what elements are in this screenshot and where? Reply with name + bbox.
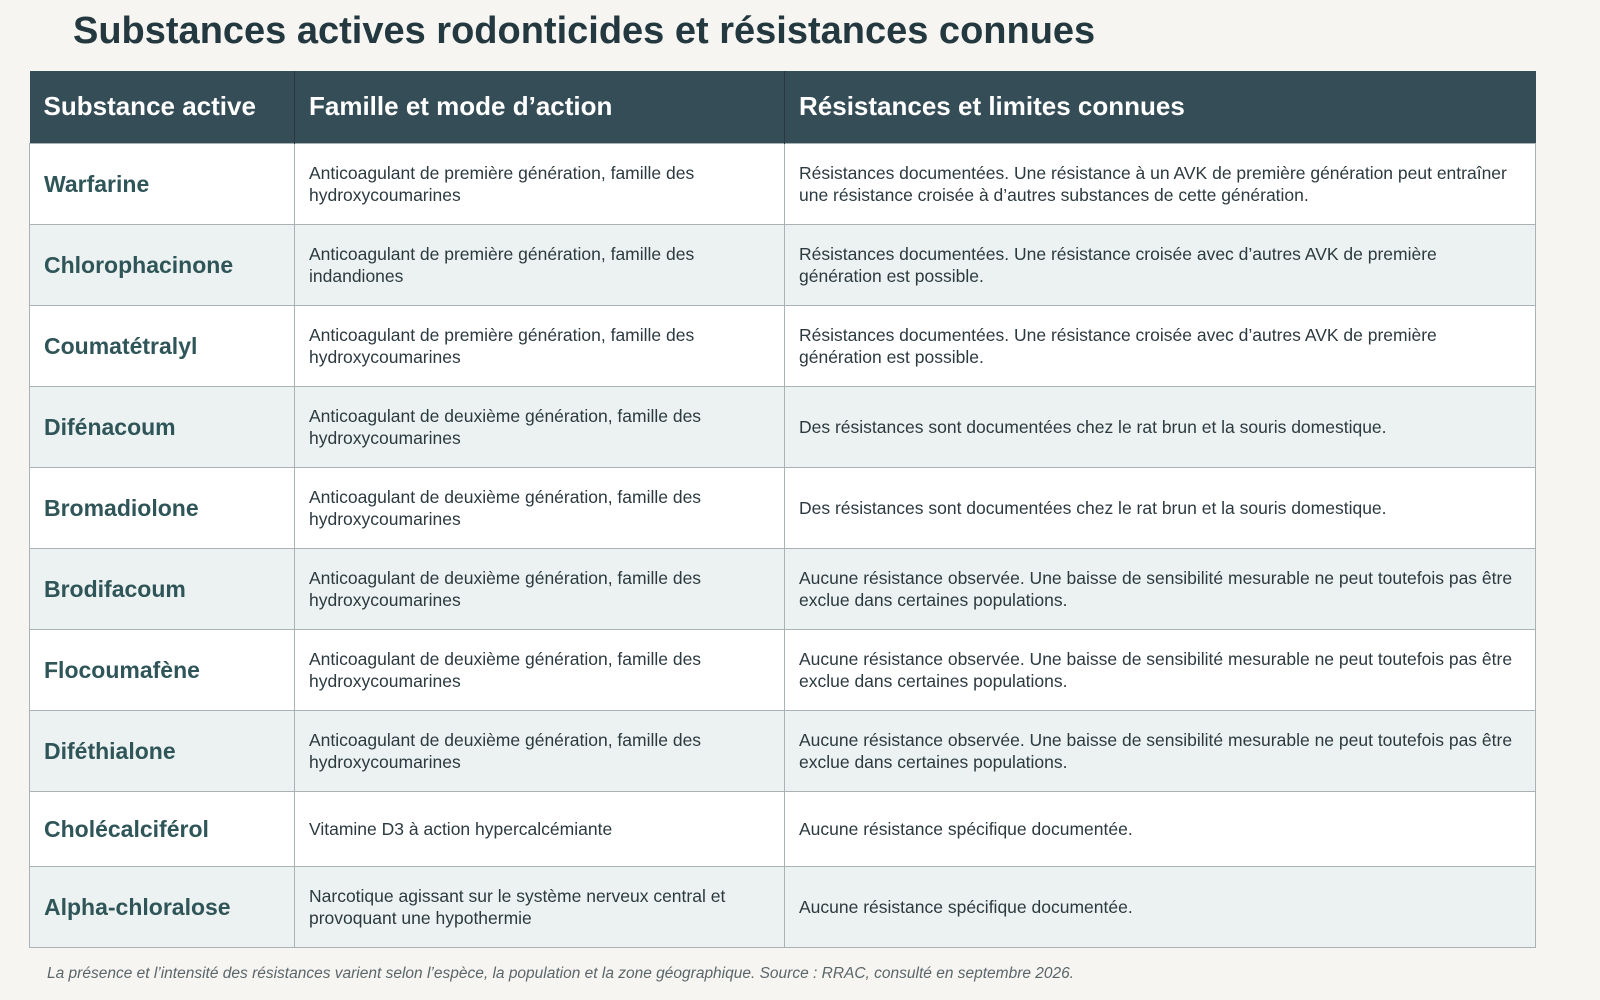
famille-cell: Anticoagulant de deuxième génération, famille des hydroxycoumarines	[295, 710, 785, 791]
substance-cell: Flocoumafène	[30, 629, 295, 710]
famille-cell: Anticoagulant de deuxième génération, famille des hydroxycoumarines	[295, 629, 785, 710]
table-row	[30, 629, 1536, 710]
table-row	[30, 386, 1536, 467]
table-row	[30, 305, 1536, 386]
footnote: La présence et l’intensité des résistances varient selon l’espèce, la population et la zone géographique. Source : RRAC, consulté en septembre 2026.	[47, 965, 1075, 982]
famille-cell: Anticoagulant de deuxième génération, famille des hydroxycoumarines	[295, 467, 785, 548]
famille-cell: Anticoagulant de première génération, famille des hydroxycoumarines	[295, 305, 785, 386]
famille-cell: Anticoagulant de deuxième génération, famille des hydroxycoumarines	[295, 386, 785, 467]
famille-cell: Anticoagulant de première génération, famille des hydroxycoumarines	[295, 143, 785, 224]
page-title: Substances actives rodonticides et résistances connues	[73, 10, 1096, 52]
column-header-substance: Substance active	[30, 71, 295, 143]
famille-cell: Vitamine D3 à action hypercalcémiante	[295, 791, 785, 866]
resistances-cell: Des résistances sont documentées chez le rat brun et la souris domestique.	[785, 467, 1536, 548]
substance-cell: Brodifacoum	[30, 548, 295, 629]
resistances-cell: Aucune résistance observée. Une baisse de sensibilité mesurable ne peut toutefois pas être exclue dans certaines populations.	[785, 710, 1536, 791]
table-row	[30, 710, 1536, 791]
column-header-famille: Famille et mode d’action	[295, 71, 785, 143]
resistances-cell: Des résistances sont documentées chez le rat brun et la souris domestique.	[785, 386, 1536, 467]
famille-cell: Anticoagulant de première génération, famille des indandiones	[295, 224, 785, 305]
table-row	[30, 143, 1536, 224]
substance-cell: Bromadiolone	[30, 467, 295, 548]
resistances-cell: Aucune résistance spécifique documentée.	[785, 866, 1536, 947]
resistances-cell: Aucune résistance observée. Une baisse de sensibilité mesurable ne peut toutefois pas être exclue dans certaines populations.	[785, 629, 1536, 710]
column-header-resistances: Résistances et limites connues	[785, 71, 1536, 143]
substance-cell: Alpha-chloralose	[30, 866, 295, 947]
resistances-cell: Aucune résistance spécifique documentée.	[785, 791, 1536, 866]
resistances-cell: Aucune résistance observée. Une baisse de sensibilité mesurable ne peut toutefois pas être exclue dans certaines populations.	[785, 548, 1536, 629]
famille-cell: Narcotique agissant sur le système nerveux central et provoquant une hypothermie	[295, 866, 785, 947]
substance-cell: Difénacoum	[30, 386, 295, 467]
table-row	[30, 467, 1536, 548]
substance-cell: Warfarine	[30, 143, 295, 224]
substance-cell: Diféthialone	[30, 710, 295, 791]
substances-table	[29, 71, 1536, 948]
resistances-cell: Résistances documentées. Une résistance croisée avec d’autres AVK de première génération est possible.	[785, 224, 1536, 305]
table-row	[30, 866, 1536, 947]
table-row	[30, 548, 1536, 629]
substance-cell: Cholécalciférol	[30, 791, 295, 866]
table-row	[30, 791, 1536, 866]
table-header-row	[30, 71, 1536, 143]
table-row	[30, 224, 1536, 305]
substance-cell: Coumatétralyl	[30, 305, 295, 386]
resistances-cell: Résistances documentées. Une résistance croisée avec d’autres AVK de première génération est possible.	[785, 305, 1536, 386]
resistances-cell: Résistances documentées. Une résistance à un AVK de première génération peut entraîner une résistance croisée à d’autres substances de cette génération.	[785, 143, 1536, 224]
substance-cell: Chlorophacinone	[30, 224, 295, 305]
famille-cell: Anticoagulant de deuxième génération, famille des hydroxycoumarines	[295, 548, 785, 629]
